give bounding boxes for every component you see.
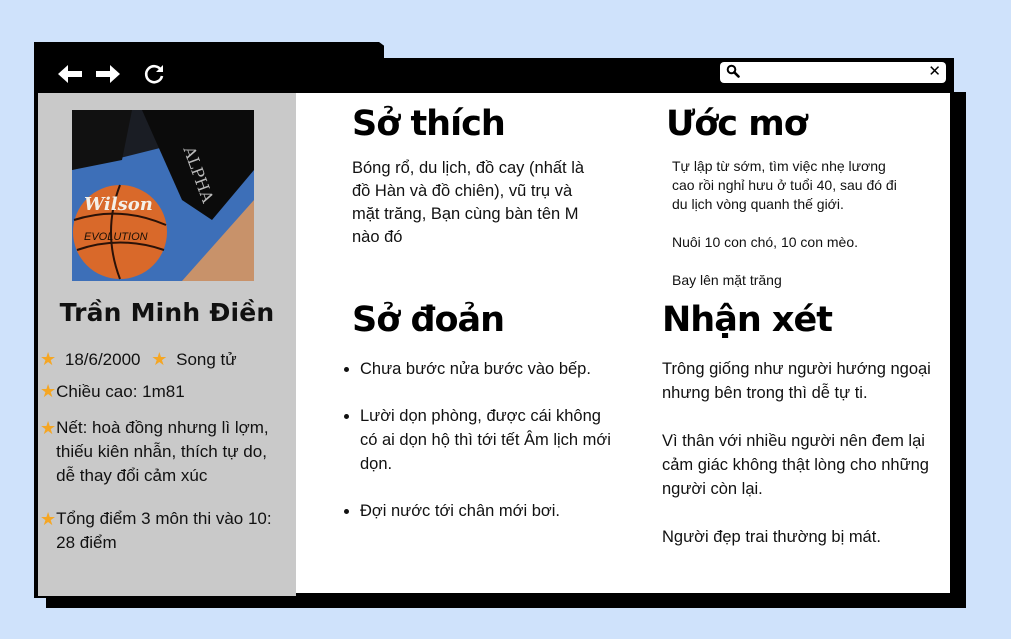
- list-item: • Lười dọn phòng, được cái không có ai dọn hộ thì tới tết Âm lịch mới dọn.: [360, 404, 612, 476]
- refresh-button[interactable]: [142, 62, 166, 91]
- hobbies-text: Bóng rổ, du lịch, đồ cay (nhất là đồ Hàn và đồ chiên), vũ trụ và mặt trăng, Bạn cùng bàn tên M nào đó: [352, 159, 585, 246]
- personality-line: [40, 416, 288, 488]
- height-line: [40, 379, 185, 404]
- star-icon: ★: [40, 349, 57, 369]
- star-icon: ★: [40, 418, 57, 438]
- svg-text:ALPHA: ALPHA: [179, 143, 218, 206]
- star-icon: ★: [40, 509, 57, 529]
- score-line: [40, 507, 280, 555]
- score-value: Tổng điểm 3 môn thi vào 10: 28 điểm: [56, 509, 272, 552]
- arrow-right-icon: [94, 62, 122, 86]
- comments-heading: Nhận xét: [662, 300, 832, 340]
- forward-button[interactable]: [94, 62, 122, 91]
- ball-logo-text: Wilson: [84, 194, 153, 215]
- comment-item: Vì thân với nhiều người nên đem lại cảm giác không thật lòng cho những người còn lại.: [662, 432, 929, 498]
- star-icon: ★: [40, 381, 57, 401]
- profile-name: Trần Minh Điền: [59, 298, 275, 327]
- star-icon: ★: [151, 349, 168, 369]
- dreams-heading: Ước mơ: [666, 104, 807, 144]
- search-input[interactable]: [744, 64, 928, 82]
- zodiac-value: Song tử: [176, 350, 237, 369]
- comment-item: Người đẹp trai thường bị mát.: [662, 528, 881, 546]
- personality-value: Nết: hoà đồng nhưng lì lợm, thiếu kiên nhẫn, thích tự do, dễ thay đổi cảm xúc: [56, 418, 269, 485]
- birthday-line: [40, 347, 237, 372]
- dream-item: Nuôi 10 con chó, 10 con mèo.: [672, 234, 859, 250]
- list-item: • Đợi nước tới chân mới bơi.: [360, 499, 612, 523]
- dream-item: Tự lập từ sớm, tìm việc nhẹ lương cao rồi nghỉ hưu ở tuổi 40, sau đó đi du lịch vòng quanh thế giới.: [672, 158, 897, 212]
- search-bar: [720, 62, 946, 83]
- profile-photo: [72, 110, 254, 281]
- close-icon[interactable]: ✕: [928, 63, 941, 80]
- refresh-icon: [142, 62, 166, 86]
- comment-item: Trông giống như người hướng ngoại nhưng bên trong thì dễ tự ti.: [662, 360, 931, 402]
- height-value: Chiều cao: 1m81: [56, 382, 185, 401]
- dream-item: Bay lên mặt trăng: [672, 272, 782, 288]
- hobbies-heading: Sở thích: [352, 104, 505, 144]
- list-item: • Chưa bước nửa bước vào bếp.: [360, 357, 612, 381]
- weaknesses-heading: Sở đoản: [352, 300, 505, 340]
- ball-model-text: EVOLUTION: [84, 231, 148, 243]
- weaknesses-list: [338, 357, 612, 546]
- back-button[interactable]: [56, 62, 84, 91]
- search-icon: [726, 64, 740, 83]
- arrow-left-icon: [56, 62, 84, 86]
- birthday-value: 18/6/2000: [64, 350, 141, 369]
